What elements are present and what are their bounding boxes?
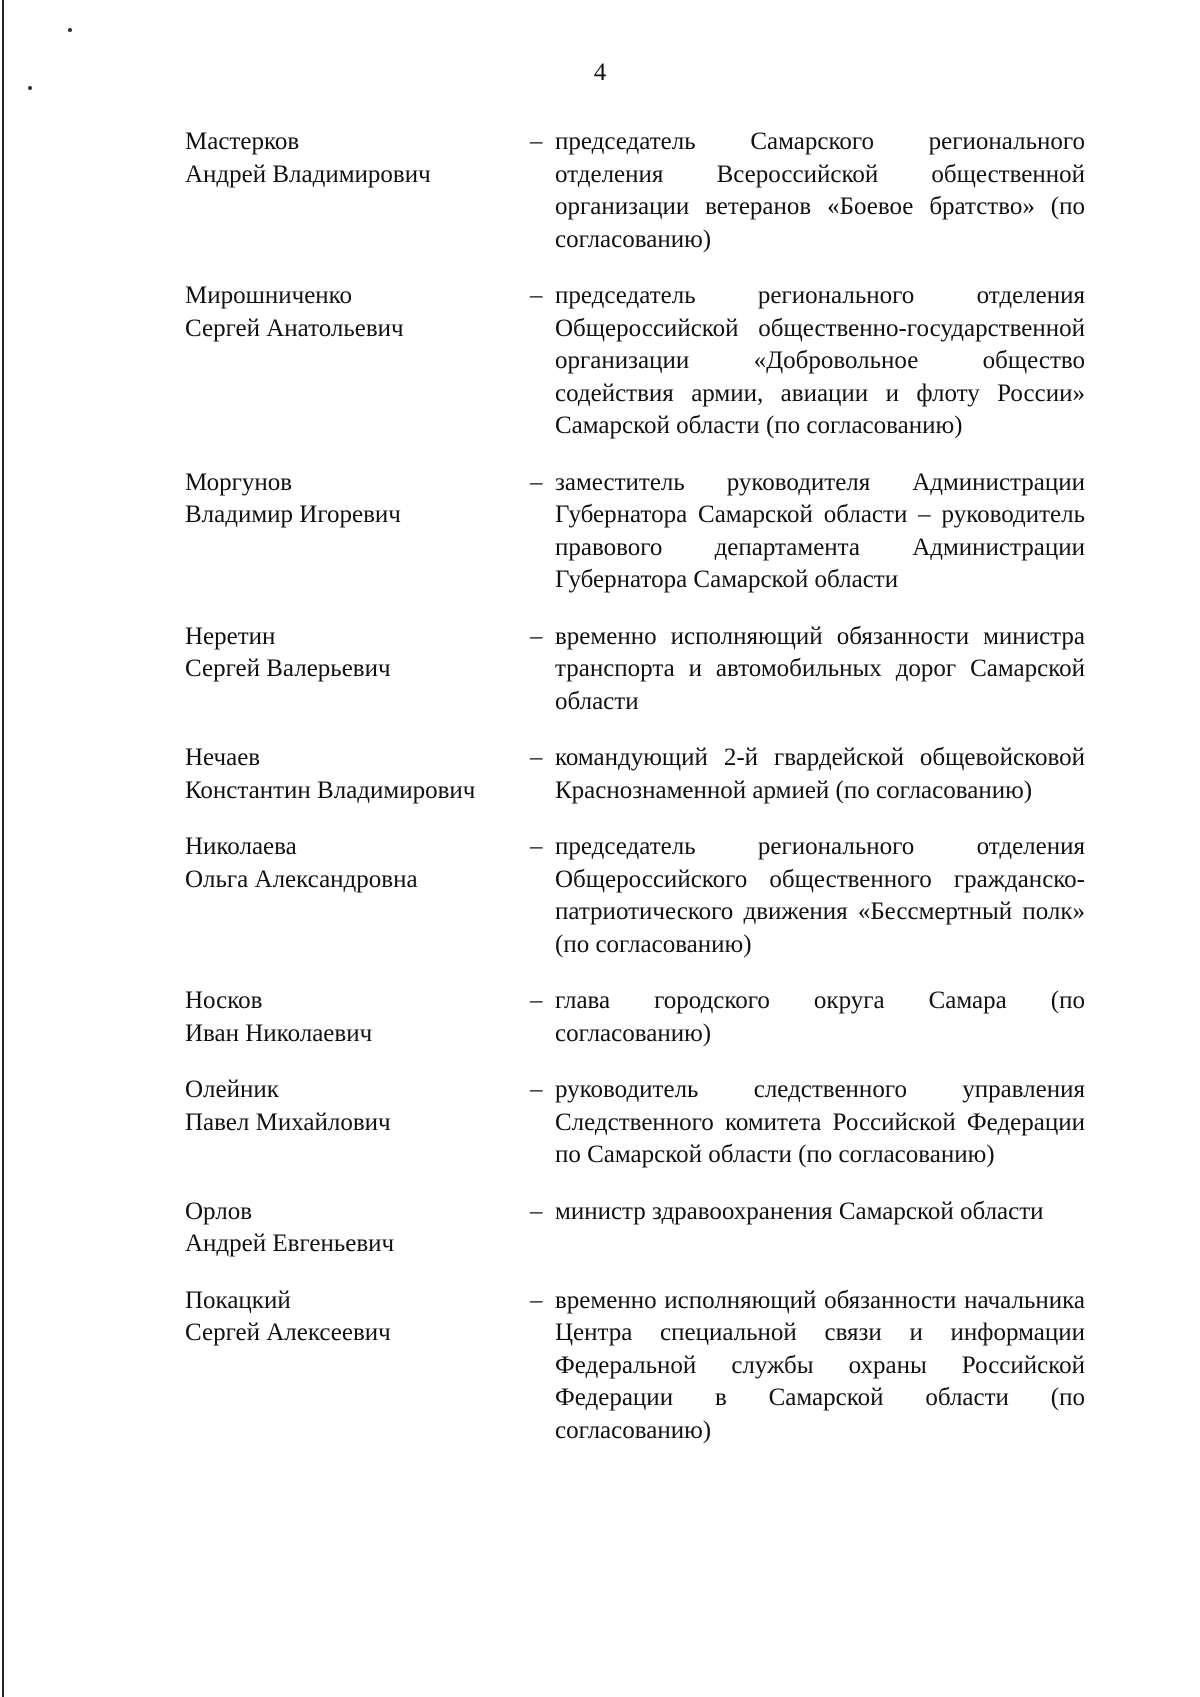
member-role: временно исполняющий обязанности министра транспорта и автомобильных дорог Самарской области xyxy=(555,622,1085,715)
member-entry xyxy=(185,1285,1100,1448)
role-dash: – xyxy=(530,744,543,771)
member-role: командующий 2-й гвардейской общевойсковой Краснознаменной армией (по согласованию) xyxy=(555,744,1085,804)
member-given-names: Сергей Анатольевич xyxy=(185,314,404,342)
member-given-names: Владимир Игоревич xyxy=(185,501,401,528)
member-surname: Носков xyxy=(185,987,263,1014)
role-dash: – xyxy=(530,1076,543,1103)
member-entry xyxy=(185,1074,1100,1172)
member-surname: Мирошниченко xyxy=(185,282,353,309)
member-name xyxy=(185,126,530,191)
member-name xyxy=(185,985,530,1050)
role-dash: – xyxy=(530,622,543,650)
member-surname: Николаева xyxy=(185,833,297,860)
member-entry xyxy=(185,126,1100,256)
member-name xyxy=(185,621,530,686)
member-entry xyxy=(185,280,1100,443)
member-entry xyxy=(185,467,1100,597)
member-given-names: Андрей Владимирович xyxy=(185,160,431,188)
member-role: председатель регионального отделения Общероссийского общественного гражданско-патриотического движения «Бессмертный полк» (по согласованию) xyxy=(555,833,1085,958)
member-surname: Орлов xyxy=(185,1197,253,1225)
member-surname: Покацкий xyxy=(185,1286,291,1314)
role-dash: – xyxy=(530,1197,543,1225)
member-name xyxy=(185,831,530,896)
member-surname: Моргунов xyxy=(185,468,293,496)
role-dash: – xyxy=(530,987,543,1014)
member-surname: Мастерков xyxy=(185,128,300,155)
member-surname: Нечаев xyxy=(185,744,261,771)
scan-speck xyxy=(68,28,72,32)
role-dash: – xyxy=(530,833,543,860)
member-role: руководитель следственного управления Следственного комитета Российской Федерации по Самарской области (по согласованию) xyxy=(555,1076,1085,1168)
role-dash: – xyxy=(530,468,543,496)
member-given-names: Ольга Александровна xyxy=(185,865,418,893)
member-name xyxy=(185,1285,530,1350)
member-list xyxy=(185,126,1100,1471)
scan-left-edge xyxy=(2,0,4,1697)
member-given-names: Андрей Евгеньевич xyxy=(185,1230,395,1257)
member-given-names: Сергей Валерьевич xyxy=(185,655,391,682)
member-name xyxy=(185,1074,530,1139)
member-entry xyxy=(185,985,1100,1050)
member-entry xyxy=(185,831,1100,961)
member-role: председатель Самарского регионального отделения Всероссийской общественной организации ветеранов «Боевое братство» (по согласованию) xyxy=(555,128,1085,253)
member-given-names: Иван Николаевич xyxy=(185,1019,373,1047)
member-entry xyxy=(185,1196,1100,1261)
member-entry xyxy=(185,621,1100,719)
member-role: глава городского округа Самара (по согласованию) xyxy=(555,987,1085,1047)
member-given-names: Константин Владимирович xyxy=(185,776,476,804)
role-dash: – xyxy=(530,128,543,155)
member-role: министр здравоохранения Самарской области xyxy=(555,1197,1044,1225)
member-surname: Олейник xyxy=(185,1076,279,1103)
member-name xyxy=(185,742,530,807)
member-name xyxy=(185,1196,530,1261)
page-number: 4 xyxy=(593,59,607,86)
member-role: временно исполняющий обязанности начальника Центра специальной связи и информации Федеральной службы охраны Российской Федерации в Самарской области (по согласованию) xyxy=(555,1286,1085,1444)
member-entry xyxy=(185,742,1100,807)
member-role: заместитель руководителя Администрации Губернатора Самарской области – руководитель правового департамента Администрации Губернатора Самарской области xyxy=(555,468,1085,593)
role-dash: – xyxy=(530,1286,543,1314)
member-given-names: Павел Михайлович xyxy=(185,1108,391,1136)
member-role: председатель регионального отделения Общероссийской общественно-государственной организации «Добровольное общество содействия армии, авиации и флоту России» Самарской области (по согласованию) xyxy=(555,282,1085,439)
role-dash: – xyxy=(530,282,543,309)
member-name xyxy=(185,280,530,345)
member-surname: Неретин xyxy=(185,622,276,650)
member-given-names: Сергей Алексеевич xyxy=(185,1319,391,1346)
member-name xyxy=(185,467,530,532)
